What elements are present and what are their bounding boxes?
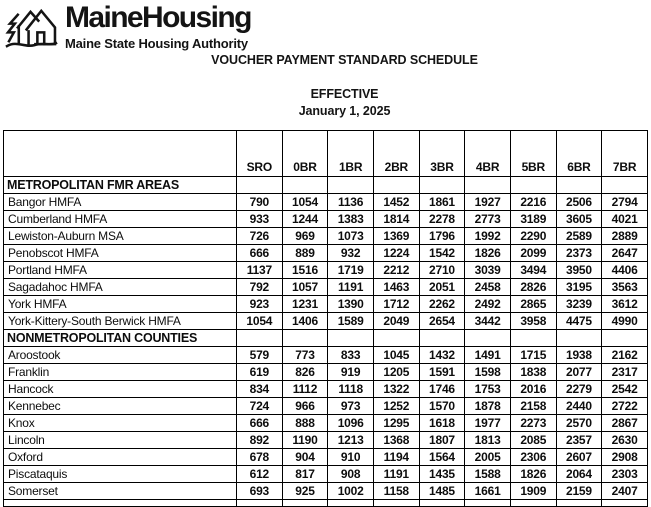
payment-standard-value: 2440	[556, 398, 602, 415]
payment-standard-value: 612	[237, 466, 283, 483]
payment-standard-value: 2865	[510, 296, 556, 313]
payment-standard-value: 1112	[282, 381, 328, 398]
section-row	[4, 177, 648, 194]
payment-standard-value: 1194	[373, 449, 419, 466]
payment-standard-value: 2867	[602, 415, 648, 432]
table-row	[4, 194, 648, 211]
payment-standard-value: 969	[282, 228, 328, 245]
payment-standard-value: 923	[237, 296, 283, 313]
payment-standard-value: 2278	[419, 211, 465, 228]
payment-standard-value: 933	[237, 211, 283, 228]
payment-standard-value: 2654	[419, 313, 465, 330]
area-label: Somerset	[4, 483, 237, 500]
payment-standard-value: 892	[237, 432, 283, 449]
empty-cell	[328, 330, 374, 347]
payment-standard-value: 2077	[556, 364, 602, 381]
area-label: Oxford	[4, 449, 237, 466]
area-label: Kennebec	[4, 398, 237, 415]
payment-standard-value: 3958	[510, 313, 556, 330]
payment-standard-value: 1045	[373, 347, 419, 364]
payment-standard-value: 1588	[465, 466, 511, 483]
area-label: Lincoln	[4, 432, 237, 449]
payment-standard-value: 2085	[510, 432, 556, 449]
payment-standard-value: 1390	[328, 296, 374, 313]
payment-standard-value: 1598	[465, 364, 511, 381]
payment-standard-value: 2647	[602, 245, 648, 262]
payment-standard-value: 1826	[510, 466, 556, 483]
table-row	[4, 449, 648, 466]
empty-cell	[237, 500, 283, 507]
table-row	[4, 211, 648, 228]
table-row	[4, 262, 648, 279]
empty-cell	[465, 500, 511, 507]
payment-standard-value: 1322	[373, 381, 419, 398]
payment-standard-value: 1369	[373, 228, 419, 245]
payment-standard-value: 2273	[510, 415, 556, 432]
empty-cell	[556, 500, 602, 507]
area-label: Aroostook	[4, 347, 237, 364]
payment-standard-value: 817	[282, 466, 328, 483]
payment-standard-value: 1938	[556, 347, 602, 364]
area-label: Lewiston-Auburn MSA	[4, 228, 237, 245]
payment-standard-value: 1073	[328, 228, 374, 245]
payment-standard-value: 693	[237, 483, 283, 500]
payment-standard-value: 1368	[373, 432, 419, 449]
payment-standard-value: 1463	[373, 279, 419, 296]
payment-standard-value: 2542	[602, 381, 648, 398]
payment-standard-value: 3442	[465, 313, 511, 330]
payment-standard-value: 1826	[465, 245, 511, 262]
payment-standard-value: 1715	[510, 347, 556, 364]
payment-standard-value: 2773	[465, 211, 511, 228]
payment-standard-value: 4021	[602, 211, 648, 228]
payment-standard-value: 1002	[328, 483, 374, 500]
empty-cell	[282, 500, 328, 507]
table-row	[4, 483, 648, 500]
payment-standard-value: 1191	[373, 466, 419, 483]
effective-label: EFFECTIVE	[310, 87, 379, 101]
table-row	[4, 381, 648, 398]
payment-standard-value: 2458	[465, 279, 511, 296]
payment-standard-value: 2373	[556, 245, 602, 262]
payment-standard-value: 724	[237, 398, 283, 415]
payment-standard-value: 2016	[510, 381, 556, 398]
payment-standard-value: 1491	[465, 347, 511, 364]
payment-standard-value: 2317	[602, 364, 648, 381]
payment-standard-value: 1252	[373, 398, 419, 415]
payment-standard-value: 792	[237, 279, 283, 296]
table-row	[4, 279, 648, 296]
area-label: York HMFA	[4, 296, 237, 313]
payment-standard-value: 726	[237, 228, 283, 245]
payment-standard-value: 1909	[510, 483, 556, 500]
empty-cell	[419, 177, 465, 194]
col-header-3br: 3BR	[419, 131, 465, 177]
area-label: Hancock	[4, 381, 237, 398]
payment-standard-value: 973	[328, 398, 374, 415]
payment-standard-value: 2492	[465, 296, 511, 313]
table-row	[4, 296, 648, 313]
payment-standard-value: 1712	[373, 296, 419, 313]
payment-standard-value: 1813	[465, 432, 511, 449]
table-row	[4, 432, 648, 449]
empty-cell	[602, 177, 648, 194]
table-row	[4, 313, 648, 330]
payment-standard-value: 2357	[556, 432, 602, 449]
payment-standard-value: 4990	[602, 313, 648, 330]
payment-standard-value: 919	[328, 364, 374, 381]
payment-standard-value: 1542	[419, 245, 465, 262]
section-row	[4, 330, 648, 347]
payment-standard-value: 1190	[282, 432, 328, 449]
clipped-partial-row	[4, 500, 648, 507]
empty-cell	[602, 330, 648, 347]
empty-cell	[510, 177, 556, 194]
payment-standard-value: 1516	[282, 262, 328, 279]
payment-standard-value: 1137	[237, 262, 283, 279]
empty-cell	[602, 500, 648, 507]
empty-cell	[282, 177, 328, 194]
payment-standard-value: 1205	[373, 364, 419, 381]
payment-standard-value: 2212	[373, 262, 419, 279]
payment-standard-value: 2826	[510, 279, 556, 296]
payment-standard-value: 1570	[419, 398, 465, 415]
empty-cell	[373, 500, 419, 507]
payment-standard-value: 908	[328, 466, 374, 483]
payment-standard-value: 1435	[419, 466, 465, 483]
masthead	[5, 3, 251, 51]
payment-standard-value: 2570	[556, 415, 602, 432]
payment-standard-value: 2794	[602, 194, 648, 211]
payment-standard-value: 1485	[419, 483, 465, 500]
payment-standard-value: 2407	[602, 483, 648, 500]
payment-standard-value: 888	[282, 415, 328, 432]
payment-standard-value: 3612	[602, 296, 648, 313]
payment-standard-value: 579	[237, 347, 283, 364]
col-header-2br: 2BR	[373, 131, 419, 177]
payment-standard-value: 1589	[328, 313, 374, 330]
payment-standard-value: 1807	[419, 432, 465, 449]
payment-standard-value: 1753	[465, 381, 511, 398]
area-label: Piscataquis	[4, 466, 237, 483]
payment-standard-value: 2262	[419, 296, 465, 313]
payment-standard-value: 2049	[373, 313, 419, 330]
col-header-sro: SRO	[237, 131, 283, 177]
payment-standard-value: 1406	[282, 313, 328, 330]
payment-standard-value: 2303	[602, 466, 648, 483]
payment-standard-value: 1295	[373, 415, 419, 432]
payment-standard-value: 3950	[556, 262, 602, 279]
payment-standard-value: 2216	[510, 194, 556, 211]
effective-date: January 1, 2025	[298, 104, 391, 118]
payment-standard-value: 1054	[282, 194, 328, 211]
payment-standard-value: 925	[282, 483, 328, 500]
empty-cell	[419, 500, 465, 507]
payment-standard-value: 666	[237, 245, 283, 262]
payment-standard-value: 3494	[510, 262, 556, 279]
empty-cell	[4, 500, 237, 507]
payment-standard-value: 2908	[602, 449, 648, 466]
empty-cell	[328, 500, 374, 507]
brand-tagline: Maine State Housing Authority	[65, 36, 248, 51]
empty-cell	[373, 330, 419, 347]
payment-standard-value: 4406	[602, 262, 648, 279]
empty-cell	[419, 330, 465, 347]
payment-standard-value: 2005	[465, 449, 511, 466]
area-label: York-Kittery-South Berwick HMFA	[4, 313, 237, 330]
payment-standard-value: 2099	[510, 245, 556, 262]
payment-standard-value: 910	[328, 449, 374, 466]
empty-cell	[510, 500, 556, 507]
payment-standard-value: 1746	[419, 381, 465, 398]
payment-standard-value: 4475	[556, 313, 602, 330]
payment-standard-value: 3039	[465, 262, 511, 279]
payment-standard-value: 2162	[602, 347, 648, 364]
payment-standard-value: 1992	[465, 228, 511, 245]
payment-standard-value: 1796	[419, 228, 465, 245]
area-label: Knox	[4, 415, 237, 432]
empty-cell	[465, 330, 511, 347]
empty-cell	[465, 177, 511, 194]
payment-standard-value: 1838	[510, 364, 556, 381]
payment-standard-value: 1878	[465, 398, 511, 415]
col-header-0br: 0BR	[282, 131, 328, 177]
payment-standard-value: 1861	[419, 194, 465, 211]
payment-standard-value: 3563	[602, 279, 648, 296]
payment-standard-value: 619	[237, 364, 283, 381]
payment-standard-value: 1977	[465, 415, 511, 432]
payment-standard-value: 2710	[419, 262, 465, 279]
payment-standard-value: 678	[237, 449, 283, 466]
payment-standard-value: 1136	[328, 194, 374, 211]
payment-standard-value: 904	[282, 449, 328, 466]
payment-standard-value: 1564	[419, 449, 465, 466]
payment-standard-value: 1927	[465, 194, 511, 211]
payment-standard-value: 834	[237, 381, 283, 398]
payment-standard-value: 1661	[465, 483, 511, 500]
payment-standard-value: 1213	[328, 432, 374, 449]
payment-standard-value: 1231	[282, 296, 328, 313]
payment-standard-value: 833	[328, 347, 374, 364]
payment-standard-value: 1057	[282, 279, 328, 296]
payment-standard-value: 1054	[237, 313, 283, 330]
col-header-6br: 6BR	[556, 131, 602, 177]
empty-cell	[237, 330, 283, 347]
payment-standard-value: 889	[282, 245, 328, 262]
table-row	[4, 415, 648, 432]
payment-standard-value: 2158	[510, 398, 556, 415]
section-header: NONMETROPOLITAN COUNTIES	[4, 330, 237, 347]
empty-cell	[510, 330, 556, 347]
payment-standard-value: 1096	[328, 415, 374, 432]
col-header-4br: 4BR	[465, 131, 511, 177]
payment-standard-value: 2506	[556, 194, 602, 211]
table-row	[4, 364, 648, 381]
section-header: METROPOLITAN FMR AREAS	[4, 177, 237, 194]
payment-standard-value: 2159	[556, 483, 602, 500]
payment-standard-value: 2630	[602, 432, 648, 449]
area-label: Penobscot HMFA	[4, 245, 237, 262]
payment-standard-value: 2051	[419, 279, 465, 296]
payment-standard-value: 1591	[419, 364, 465, 381]
empty-cell	[328, 177, 374, 194]
payment-standard-value: 1224	[373, 245, 419, 262]
payment-standard-value: 1118	[328, 381, 374, 398]
payment-standard-value: 1244	[282, 211, 328, 228]
pine-tree-houses-icon	[5, 5, 58, 50]
payment-standard-value: 826	[282, 364, 328, 381]
payment-standard-value: 2306	[510, 449, 556, 466]
payment-standard-value: 3239	[556, 296, 602, 313]
empty-cell	[556, 330, 602, 347]
payment-standard-value: 1618	[419, 415, 465, 432]
payment-standard-value: 773	[282, 347, 328, 364]
corner-cell	[4, 131, 237, 177]
table-row	[4, 228, 648, 245]
payment-standard-value: 1191	[328, 279, 374, 296]
empty-cell	[237, 177, 283, 194]
table-row	[4, 466, 648, 483]
payment-standard-value: 1719	[328, 262, 374, 279]
area-label: Bangor HMFA	[4, 194, 237, 211]
payment-standard-value: 3189	[510, 211, 556, 228]
table-row	[4, 347, 648, 364]
payment-standard-value: 2290	[510, 228, 556, 245]
payment-standard-value: 2607	[556, 449, 602, 466]
col-header-5br: 5BR	[510, 131, 556, 177]
payment-standard-value: 1814	[373, 211, 419, 228]
empty-cell	[556, 177, 602, 194]
payment-standard-value: 1432	[419, 347, 465, 364]
area-label: Franklin	[4, 364, 237, 381]
area-label: Sagadahoc HMFA	[4, 279, 237, 296]
payment-standard-value: 2064	[556, 466, 602, 483]
col-header-7br: 7BR	[602, 131, 648, 177]
header-row	[4, 131, 648, 177]
document-title: VOUCHER PAYMENT STANDARD SCHEDULE	[211, 53, 478, 67]
payment-standard-value: 666	[237, 415, 283, 432]
table-row	[4, 245, 648, 262]
payment-standard-value: 1452	[373, 194, 419, 211]
table-row	[4, 398, 648, 415]
area-label: Portland HMFA	[4, 262, 237, 279]
payment-standard-value: 966	[282, 398, 328, 415]
payment-standard-value: 2722	[602, 398, 648, 415]
col-header-1br: 1BR	[328, 131, 374, 177]
area-label: Cumberland HMFA	[4, 211, 237, 228]
voucher-payment-table	[3, 130, 648, 507]
payment-standard-value: 3195	[556, 279, 602, 296]
payment-standard-value: 2589	[556, 228, 602, 245]
empty-cell	[282, 330, 328, 347]
empty-cell	[373, 177, 419, 194]
payment-standard-value: 790	[237, 194, 283, 211]
brand-name: MaineHousing	[65, 1, 251, 34]
payment-standard-value: 1158	[373, 483, 419, 500]
payment-standard-value: 3605	[556, 211, 602, 228]
logo-text	[65, 3, 251, 51]
payment-standard-value: 2279	[556, 381, 602, 398]
payment-standard-value: 932	[328, 245, 374, 262]
payment-standard-value: 2889	[602, 228, 648, 245]
payment-standard-value: 1383	[328, 211, 374, 228]
